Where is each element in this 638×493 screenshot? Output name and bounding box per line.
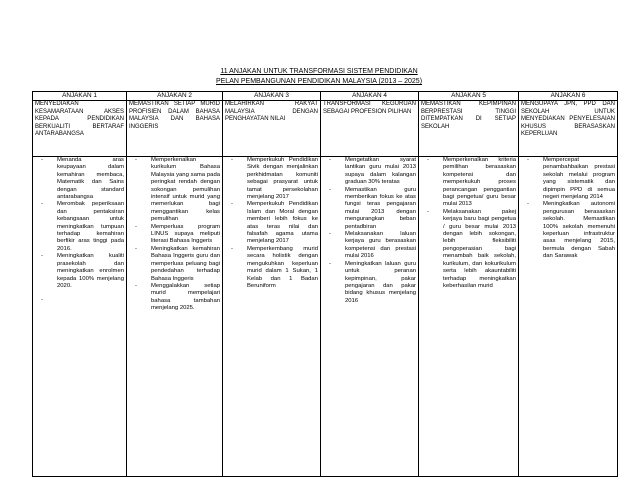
list-item: - Memperkenalkan kurikulum Bahasa Malaysia yang sama pada peringkat rendah dengan sokongan pemulihan intensif untuk murid yang memerlukan bagi menggantikan kelas pemulihan [151,157,220,224]
list-item: - Meningkatkan kualiti prasekolah dan meningkatkan enrolmen kepada 100% menjelang 2020. [57,253,124,290]
list-item: - Meningkatkan laluan guru untuk peranan kepimpinan, pakar pengajaran dan pakar bidang khusus menjelang 2016 [345,261,416,305]
list-item: - Meningkatkan autonomi pengurusan berasaskan sekolah. Memastikan 100% sekolah memenuhi keperluan infrastruktur asas menjelang 2015, bermula dengan Sabah dan Sarawak [543,201,615,260]
anjakan-2-initiatives [127,157,223,477]
list-item: - Memperkenalkan kriteria pemilihan berasaskan kompetensi dan memperkukuh proses perancangan penggantian bagi pengetua/ guru besar mulai 2013 [443,157,516,209]
subtitle-row [33,101,618,157]
header-row [33,92,618,101]
column-header-anjakan-1: ANJAKAN 1 [33,92,127,101]
column-header-anjakan-4: ANJAKAN 4 [321,92,419,101]
column-header-anjakan-3: ANJAKAN 3 [223,92,321,101]
list-item: - Memperluas program LINUS supaya meliputi literasi Bahasa Inggeris [151,224,220,246]
list-item: - Memperkukuh Pendidikan Sivik dengan menjalinkan perkhidmatan komuniti sebagai prasyarat untuk tamat persekolahan menjelang 2017 [247,157,318,201]
list-item: - Menggalakkan setiap murid mempelajari bahasa tambahan menjelang 2025. [151,283,220,313]
anjakan-table [32,91,618,477]
document-title: 11 ANJAKAN UNTUK TRANSFORMASI SISTEM PENDIDIKAN [220,68,418,75]
anjakan-1-initiatives [33,157,127,477]
initiative-list [521,157,615,261]
anjakan-2-subtitle: MEMASTIKAN SETIAP MURID PROFISIEN DALAM BAHASA MALAYSIA DAN BAHASA INGGERIS [127,101,223,157]
initiative-list [129,157,220,313]
anjakan-1-subtitle: MENYEDIAKAN KESAMARATAAN AKSES KEPADA PENDIDIKAN BERKUALITI BERTARAF ANTARABANGSA [33,101,127,157]
list-item: - Memastikan guru memberikan fokus ke atas fungsi teras pengajaran mulai 2013 dengan mengurangkan beban pentadbiran [345,187,416,231]
initiatives-row [33,157,618,477]
list-item: - Mempercepat penambahbaikan prestasi sekolah melalui program yang sistematik dan dipimpin PPD di semua negeri menjelang 2014 [543,157,615,201]
anjakan-4-subtitle: TRANSFORMASI KEGURUAN SEBAGAI PROFESION PILIHAN [321,101,419,157]
anjakan-6-subtitle: MENGUPAYA JPN, PPD DAN SEKOLAH UNTUK MENYEDIAKAN PENYELESAIAN KHUSUS BERASASKAN KEPERLUAN [519,101,618,157]
list-item: - Menanda aras keupayaan dalam kemahiran membaca, Matematik dan Sains dengan standard antarabangsa [57,157,124,201]
anjakan-5-initiatives [419,157,519,477]
list-item: - Memperkukuh Pendidikan Islam dan Moral dengan memberi lebih fokus ke atas teras nilai dan falsafah agama utama menjelang 2017 [247,201,318,245]
initiative-list [323,157,416,305]
initiative-list [421,157,516,290]
list-item: - Memperkembang murid secara holistik dengan mengukuhkan keperluan murid dalam 1 Sukan, 1 Kelab dan 1 Badan Beruniform [247,246,318,290]
list-item: - Melaksanakan pakej kerjaya baru bagi pengetua / guru besar mulai 2013 dengan lebih sokongan, lebih fleksibiliti pengoperasian bagi menambah baik sekolah, kurikulum, dan kokurikulum serta lebih akauntabiliti terhadap meningkatkan keberhasilan murid [443,209,516,290]
initiative-list [35,157,124,290]
list-item: - Merombak peperiksaan dan pentaksiran kebangsaan untuk meningkatkan tumpuan terhadap kemahiran berfikir aras tinggi pada 2016. [57,201,124,253]
list-item: - Mengetatkan syarat lantikan guru mulai 2013 supaya dalam kalangan graduan 30% teratas [345,157,416,187]
anjakan-3-subtitle: MELAHIRKAN RAKYAT MALAYSIA DENGAN PENGHAYATAN NILAI [223,101,321,157]
column-header-anjakan-6: ANJAKAN 6 [519,92,618,101]
list-item: - Meningkatkan kemahiran Bahasa Inggeris guru dan memperluas peluang bagi pendedahan terhadap Bahasa Inggeris [151,246,220,283]
anjakan-4-initiatives [321,157,419,477]
initiative-list [225,157,318,290]
list-item: - Melaksanakan laluan kerjaya guru berasaskan kompetensi dan prestasi mulai 2016 [345,231,416,261]
anjakan-6-initiatives [519,157,618,477]
column-header-anjakan-5: ANJAKAN 5 [419,92,519,101]
column-header-anjakan-2: ANJAKAN 2 [127,92,223,101]
document-subtitle: PELAN PEMBANGUNAN PENDIDIKAN MALAYSIA (2013 – 2025) [215,78,423,85]
anjakan-3-initiatives [223,157,321,477]
anjakan-5-subtitle: MEMASTIKAN KEPIMPINAN BERPRESTASI TINGGI DITEMPATKAN DI SETIAP SEKOLAH [419,101,519,157]
